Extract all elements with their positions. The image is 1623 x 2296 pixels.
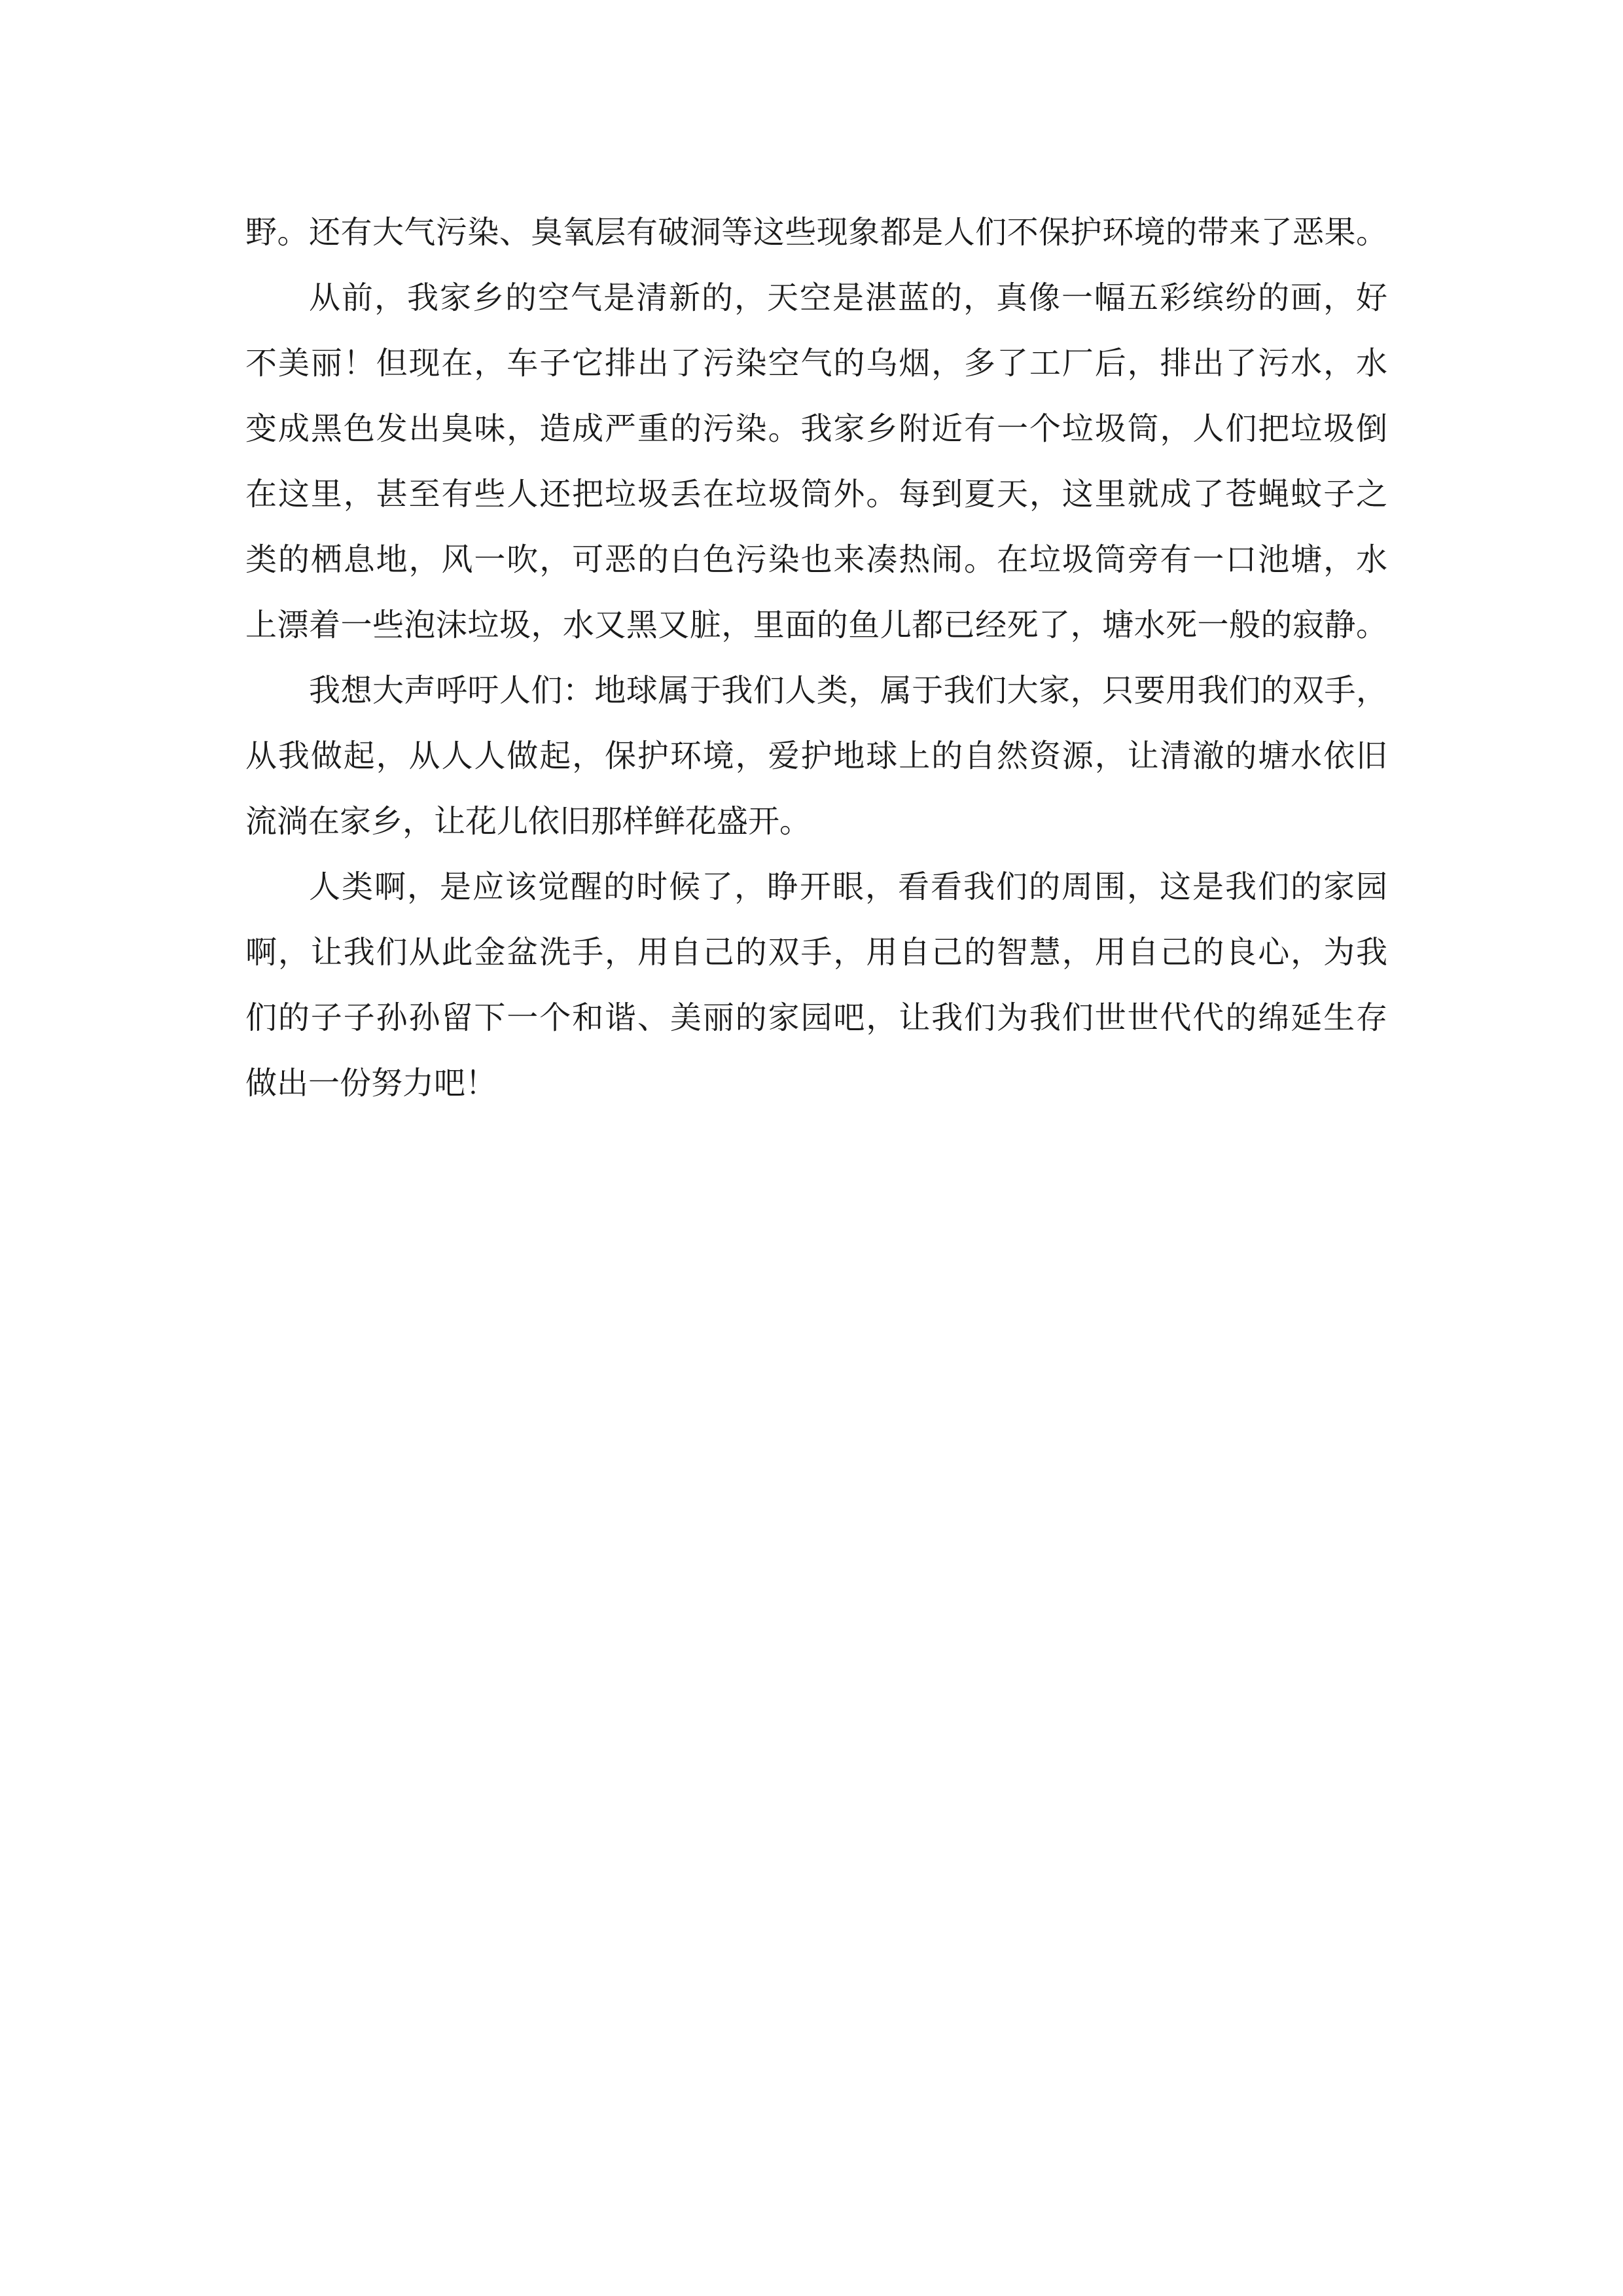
paragraph-2-line-5: 类的栖息地，风一吹，可恶的白色污染也来凑热闹。在垃圾筒旁有一口池塘，水 [245,541,1387,578]
paragraph-4-line-1: 人类啊，是应该觉醒的时候了，睁开眼，看看我们的周围，这是我们的家园 [309,869,1387,905]
paragraph-4-line-4: 做出一份努力吧！ [245,1065,497,1102]
paragraph-3-line-3: 流淌在家乡，让花儿依旧那样鲜花盛开。 [245,803,812,840]
paragraph-2-line-1: 从前，我家乡的空气是清新的，天空是湛蓝的，真像一幅五彩缤纷的画，好 [309,279,1387,316]
paragraph-3-line-2: 从我做起，从人人做起，保护环境，爱护地球上的自然资源，让清澈的塘水依旧 [245,738,1387,774]
paragraph-4-line-3: 们的子子孙孙留下一个和谐、美丽的家园吧，让我们为我们世世代代的绵延生存 [245,999,1387,1036]
paragraph-1-line-1: 野。还有大气污染、臭氧层有破洞等这些现象都是人们不保护环境的带来了恶果。 [245,214,1387,251]
paragraph-2-line-2: 不美丽！但现在，车子它排出了污染空气的乌烟，多了工厂后，排出了污水，水 [245,345,1387,382]
paragraph-4-line-2: 啊，让我们从此金盆洗手，用自己的双手，用自己的智慧，用自己的良心，为我 [245,934,1387,971]
paragraph-2-line-6: 上漂着一些泡沫垃圾，水又黑又脏，里面的鱼儿都已经死了，塘水死一般的寂静。 [245,607,1387,643]
paragraph-2-line-3: 变成黑色发出臭味，造成严重的污染。我家乡附近有一个垃圾筒，人们把垃圾倒 [245,410,1387,447]
paragraph-3-line-1: 我想大声呼吁人们：地球属于我们人类，属于我们大家，只要用我们的双手， [309,672,1387,709]
paragraph-2-line-4: 在这里，甚至有些人还把垃圾丢在垃圾筒外。每到夏天，这里就成了苍蝇蚊子之 [245,476,1387,512]
